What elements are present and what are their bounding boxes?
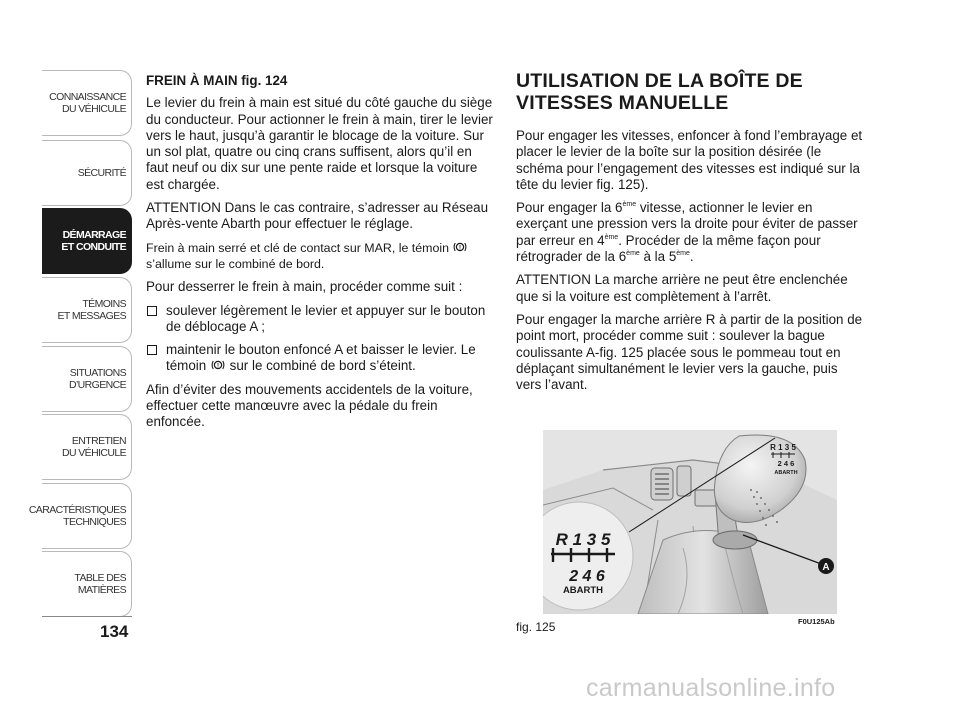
paragraph-temoin-allume: Frein à main serré et clé de contact sur MAR, le témoin ! s’allume sur le combiné de bord. bbox=[146, 240, 496, 273]
gear-lever-illustration bbox=[543, 430, 837, 614]
list-item: soulever légèrement le levier et appuyer sur le bouton de déblocage A ; bbox=[146, 303, 496, 336]
paragraph-engager-vitesses: Pour engager les vitesses, enfoncer à fond l’embrayage et placer le levier de la boîte sur la position désirée (le schéma pour l’engagement des vitesses est indiqué sur la tête du levier fig. 125). bbox=[516, 128, 863, 192]
svg-text:!: ! bbox=[459, 245, 462, 252]
knob-brand: ABARTH bbox=[774, 470, 798, 476]
shift-pattern-brand: ABARTH bbox=[562, 585, 604, 596]
paragraph-eviter-mouvements: Afin d’éviter des mouvements accidentels de la voiture, effectuer cette manœuvre avec la pédale du frein enfoncée. bbox=[146, 381, 473, 430]
tab-demarrage-conduite[interactable]: DÉMARRAGE ET CONDUITE bbox=[42, 208, 132, 274]
tab-temoins-messages[interactable]: TÉMOINS ET MESSAGES bbox=[42, 277, 132, 343]
tab-situations-urgence[interactable]: SITUATIONS D’URGENCE bbox=[42, 346, 132, 412]
knob-pattern-bottom: 2 4 6 bbox=[777, 459, 795, 468]
tab-entretien-vehicule[interactable]: ENTRETIEN DU VÉHICULE bbox=[42, 414, 132, 480]
tab-table-des-matieres[interactable]: TABLE DES MATIÈRES bbox=[42, 551, 132, 617]
paragraph-attention-marche-arriere: ATTENTION La marche arrière ne peut être enclenchée que si la voiture est complètement à l’arrêt. bbox=[516, 272, 848, 304]
right-column bbox=[516, 70, 866, 400]
tab-caracteristiques-techniques[interactable]: CARACTÉRISTIQUES TECHNIQUES bbox=[42, 483, 132, 549]
checkbox-bullet-icon bbox=[147, 345, 157, 355]
paragraph-desserrer: Pour desserrer le frein à main, procéder comme suit : bbox=[146, 279, 463, 295]
figure-caption: fig. 125 bbox=[516, 620, 556, 634]
knob-pattern-top: R 1 3 5 bbox=[770, 443, 796, 452]
paragraph-sixieme-vitesse: Pour engager la 6ème vitesse, actionner le levier en exerçant une pression vers la droite pour éviter de passer par erreur en 4ème. Procéder de la même façon pour rétrograder de la 6ème à la 5ème. bbox=[516, 200, 858, 265]
paragraph-frein-description: Le levier du frein à main est situé du côté gauche du siège du conducteur. Pour actionner le frein à main, tirer le levier vers le haut, jusqu’à garantir le blocage de la voiture. Sur un sol plat, quatre ou cinq crans suffisent, alors qu’il en faut neuf ou dix sur une pente raide et lorsque la voiture est chargée. bbox=[146, 95, 493, 192]
left-column bbox=[146, 73, 496, 438]
section-heading-frein-a-main: FREIN À MAIN fig. 124 bbox=[146, 73, 288, 88]
brake-warning-icon bbox=[452, 241, 468, 253]
shift-pattern-bottom: 2 4 6 bbox=[569, 568, 605, 585]
sidebar-divider bbox=[42, 616, 132, 617]
gear-lever-drawing bbox=[543, 430, 837, 614]
page-number: 134 bbox=[100, 622, 129, 641]
list-item: maintenir le bouton enfoncé A et baisser le levier. Le témoin ! sur le combiné de bord s’éteint. bbox=[146, 342, 496, 375]
svg-text:!: ! bbox=[216, 363, 219, 370]
watermark-text: carmanualsonline.info bbox=[586, 674, 836, 702]
figure-code: F0U125Ab bbox=[798, 617, 835, 626]
paragraph-attention-reglage: ATTENTION Dans le cas contraire, s’adresser au Réseau Après-vente Abarth pour effectuer le réglage. bbox=[146, 200, 489, 232]
shift-pattern-top: R 1 3 5 bbox=[555, 530, 611, 549]
page-title: UTILISATION DE LA BOÎTE DE VITESSES MANUELLE bbox=[516, 70, 803, 114]
brake-warning-icon bbox=[210, 359, 226, 371]
checkbox-bullet-icon bbox=[147, 306, 157, 316]
tab-securite[interactable]: SÉCURITÉ bbox=[42, 140, 132, 206]
paragraph-engager-marche-arriere: Pour engager la marche arrière R à partir de la position de point mort, procéder comme suit : soulever la bague coulissante A-fig. 125 placée sous le pommeau tout en déplaçant simultanément le levier vers la gauche, puis vers l’avant. bbox=[516, 311, 863, 393]
callout-a-label: A bbox=[822, 562, 830, 573]
tab-connaissance-vehicule[interactable]: CONNAISSANCE DU VÉHICULE bbox=[42, 70, 132, 136]
